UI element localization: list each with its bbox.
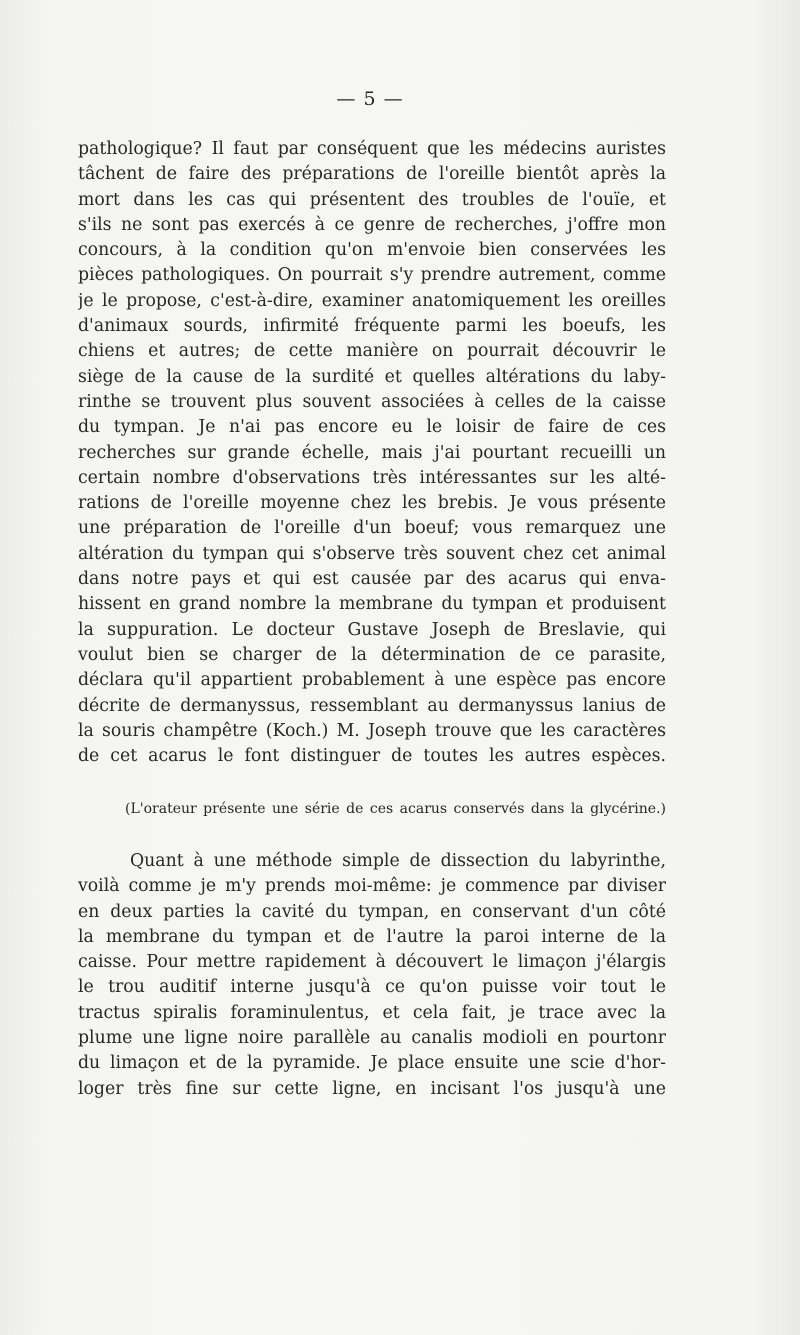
text-line: je le propose, c'est-à-dire, examiner anatomiquement les oreilles [78,290,666,311]
text-line: la souris champêtre (Koch.) M. Joseph trouve que les caractères [78,720,666,741]
text-line: hissent en grand nombre la membrane du tympan et produisent [78,594,666,615]
text-line: voilà comme je m'y prends moi-même: je commence par diviser [78,876,666,897]
text-line: rinthe se trouvent plus souvent associées à celles de la caisse [78,391,666,412]
text-line: siège de la cause de la surdité et quelles altérations du laby- [78,366,666,387]
text-line: la membrane du tympan et de l'autre la paroi interne de la [78,926,666,947]
text-line: certain nombre d'observations très intéressantes sur les alté- [78,467,666,488]
text-line: de cet acarus le font distinguer de toutes les autres espèces. [78,746,666,767]
text-line: pathologique? Il faut par conséquent que les médecins auristes [78,139,666,159]
text-line: une préparation de l'oreille d'un boeuf; vous remarquez une [78,518,666,539]
text-line: caisse. Pour mettre rapidement à découvert le limaçon j'élargis [78,952,666,973]
text-line: chiens et autres; de cette manière on pourrait découvrir le [78,341,666,362]
text-line: tâchent de faire des préparations de l'oreille bientôt après la [78,164,666,185]
text-line: la suppuration. Le docteur Gustave Joseph de Breslavie, qui [78,619,666,640]
text-line: du tympan. Je n'ai pas encore eu le loisir de faire de ces [78,417,666,438]
paragraph-2 [78,849,666,1102]
text-line: voulut bien se charger de la détermination de ce parasite, [78,644,666,665]
text-line: concours, à la condition qu'on m'envoie bien conservées les [78,240,666,261]
text-line: dans notre pays et qui est causée par des acarus qui enva- [78,569,666,590]
text-line: tractus spiralis foraminulentus, et cela fait, je trace avec la [78,1002,666,1023]
text-line: mort dans les cas qui présentent des troubles de l'ouïe, et [78,189,666,210]
text-line: le trou auditif interne jusqu'à ce qu'on puisse voir tout le [78,977,666,998]
text-line: plume une ligne noire parallèle au canalis modioli en pourtonr [78,1028,666,1049]
text-line: décrite de dermanyssus, ressemblant au dermanyssus lanius de [78,695,666,716]
footnote-remark: (L'orateur présente une série de ces acarus conservés dans la glycérine.) [125,801,666,817]
text-line: d'animaux sourds, infirmité fréquente parmi les boeufs, les [78,316,666,337]
page-number: — 5 — [336,88,404,110]
text-line: déclara qu'il appartient probablement à une espèce pas encore [78,670,666,691]
paragraph-1 [78,137,666,769]
text-line: rations de l'oreille moyenne chez les brebis. Je vous présente [78,493,666,514]
text-line: altération du tympan qui s'observe très souvent chez cet animal [78,543,666,564]
text-line: recherches sur grande échelle, mais j'ai pourtant recueilli un [78,442,666,463]
text-line: Quant à une méthode simple de dissection du labyrinthe, [130,851,666,871]
text-line: du limaçon et de la pyramide. Je place ensuite une scie d'hor- [78,1053,666,1074]
text-line: loger très fine sur cette ligne, en incisant l'os jusqu'à une [78,1078,666,1099]
text-line: pièces pathologiques. On pourrait s'y prendre autrement, comme [78,265,666,286]
text-line: s'ils ne sont pas exercés à ce genre de recherches, j'offre mon [78,214,666,235]
text-line: en deux parties la cavité du tympan, en conservant d'un côté [78,901,666,922]
